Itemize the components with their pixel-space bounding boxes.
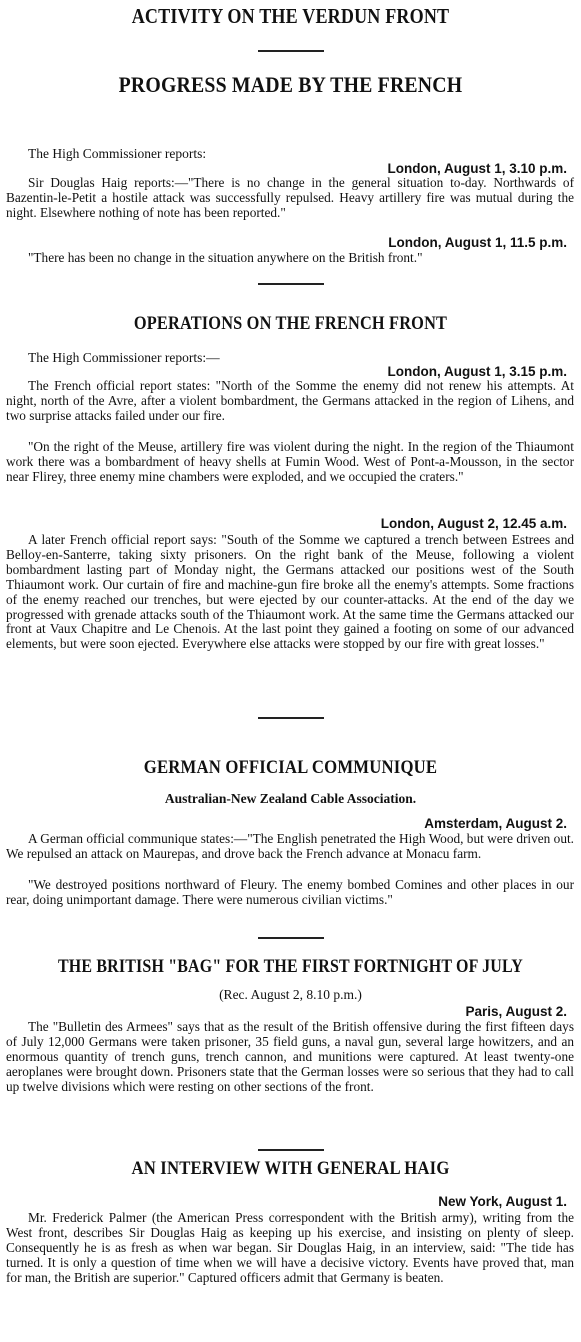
paragraph: The French official report states: "North of the Somme the enemy did not renew his attempts. At night, north of the Avre, after a violent bombardment, the Germans attacked in the region of Lihens, and two surprise attacks failed under our fire. bbox=[6, 378, 574, 423]
dateline: London, August 1, 3.15 p.m. bbox=[387, 364, 567, 379]
paragraph: "On the right of the Meuse, artillery fire was violent during the night. In the region of the Thiaumont work there was a bombardment of heavy shells at Fumin Wood. West of Pont-a-Mousson, in the sector near Flirey, three enemy mine chambers were exploded, and we occupied the craters." bbox=[6, 439, 574, 484]
section-intro: The High Commissioner reports:— bbox=[28, 350, 220, 365]
section-heading: GERMAN OFFICIAL COMMUNIQUE bbox=[143, 757, 438, 778]
dateline: London, August 1, 3.10 p.m. bbox=[387, 161, 567, 176]
dateline: Amsterdam, August 2. bbox=[424, 816, 567, 831]
dateline: Paris, August 2. bbox=[465, 1004, 567, 1019]
section-intro: The High Commissioner reports: bbox=[28, 146, 207, 161]
dateline: London, August 2, 12.45 a.m. bbox=[380, 516, 567, 531]
paragraph: "We destroyed positions northward of Fleury. The enemy bombed Comines and other places in our rear, doing unimportant damage. There were numerous civilian victims." bbox=[6, 877, 574, 907]
section-heading: AN INTERVIEW WITH GENERAL HAIG bbox=[131, 1158, 450, 1179]
paragraph: Mr. Frederick Palmer (the American Press correspondent with the British army), writing from the West front, describes Sir Douglas Haig as keeping up his exercise, and insisting on plenty of sleep. Consequently he is as fresh as when war began. Sir Douglas Haig, in an interview, said: "The tide has turned. It is only a question of time when we will have a decisive victory. Events have proved that, man for man, the British are superior." Captured officers admit that Germany is beaten. bbox=[6, 1210, 574, 1285]
dateline: New York, August 1. bbox=[438, 1194, 567, 1209]
received-time: (Rec. August 2, 8.10 p.m.) bbox=[219, 987, 362, 1002]
paragraph: A later French official report says: "South of the Somme we captured a trench between Estrees and Belloy-en-Santerre, taking sixty prisoners. On the right bank of the Meuse, following a violent bombardment lasting part of Monday night, the Germans attacked our positions west of the South Thiaumont work. Our curtain of fire and machine-gun fire broke all the enemy's attempts. Some fractions of the enemy reached our trenches, but were ejected by our counter-attacks. At the end of the day we progressed with grenade attacks south of the Thiaumont work. At the same time the Germans attacked our front at Vaux Chapitre and Le Chenois. At the last point they gained a footing on some of our advanced elements, but were soon ejected. Everywhere else attacks were stopped by our fire with great losses." bbox=[6, 532, 574, 652]
news-source: Australian-New Zealand Cable Association. bbox=[164, 791, 417, 806]
paragraph: Sir Douglas Haig reports:—"There is no change in the general situation to-day. Northwards of Bazentin-le-Petit a hostile attack was successfully repulsed. Heavy artillery fire was mutual during the night. Elsewhere nothing of note has been reported." bbox=[6, 175, 574, 220]
paragraph: The "Bulletin des Armees" says that as the result of the British offensive during the first fifteen days of July 12,000 Germans were taken prisoner, 35 field guns, a naval gun, several large howitzers, and an enormous quantity of trench guns, trench cannon, and munitions were captured. At least twenty-one aeroplanes were brought down. Prisoners state that the German losses were so serious that they had to call up twelve divisions which were resting on other sections of the front. bbox=[6, 1019, 574, 1094]
section-heading: OPERATIONS ON THE FRENCH FRONT bbox=[133, 313, 448, 334]
divider bbox=[258, 50, 324, 52]
section-heading: ACTIVITY ON THE VERDUN FRONT bbox=[131, 4, 450, 28]
divider bbox=[258, 717, 324, 719]
section-heading: THE BRITISH "BAG" FOR THE FIRST FORTNIGHT OF JULY bbox=[57, 956, 523, 977]
dateline: London, August 1, 11.5 p.m. bbox=[388, 235, 567, 250]
divider bbox=[258, 283, 324, 285]
section-subheading: PROGRESS MADE BY THE FRENCH bbox=[118, 72, 463, 97]
paragraph: "There has been no change in the situation anywhere on the British front." bbox=[28, 250, 423, 265]
divider bbox=[258, 937, 324, 939]
paragraph: A German official communique states:—"The English penetrated the High Wood, but were driven out. We repulsed an attack on Maurepas, and drove back the French advance at Monacu farm. bbox=[6, 831, 574, 861]
divider bbox=[258, 1149, 324, 1151]
